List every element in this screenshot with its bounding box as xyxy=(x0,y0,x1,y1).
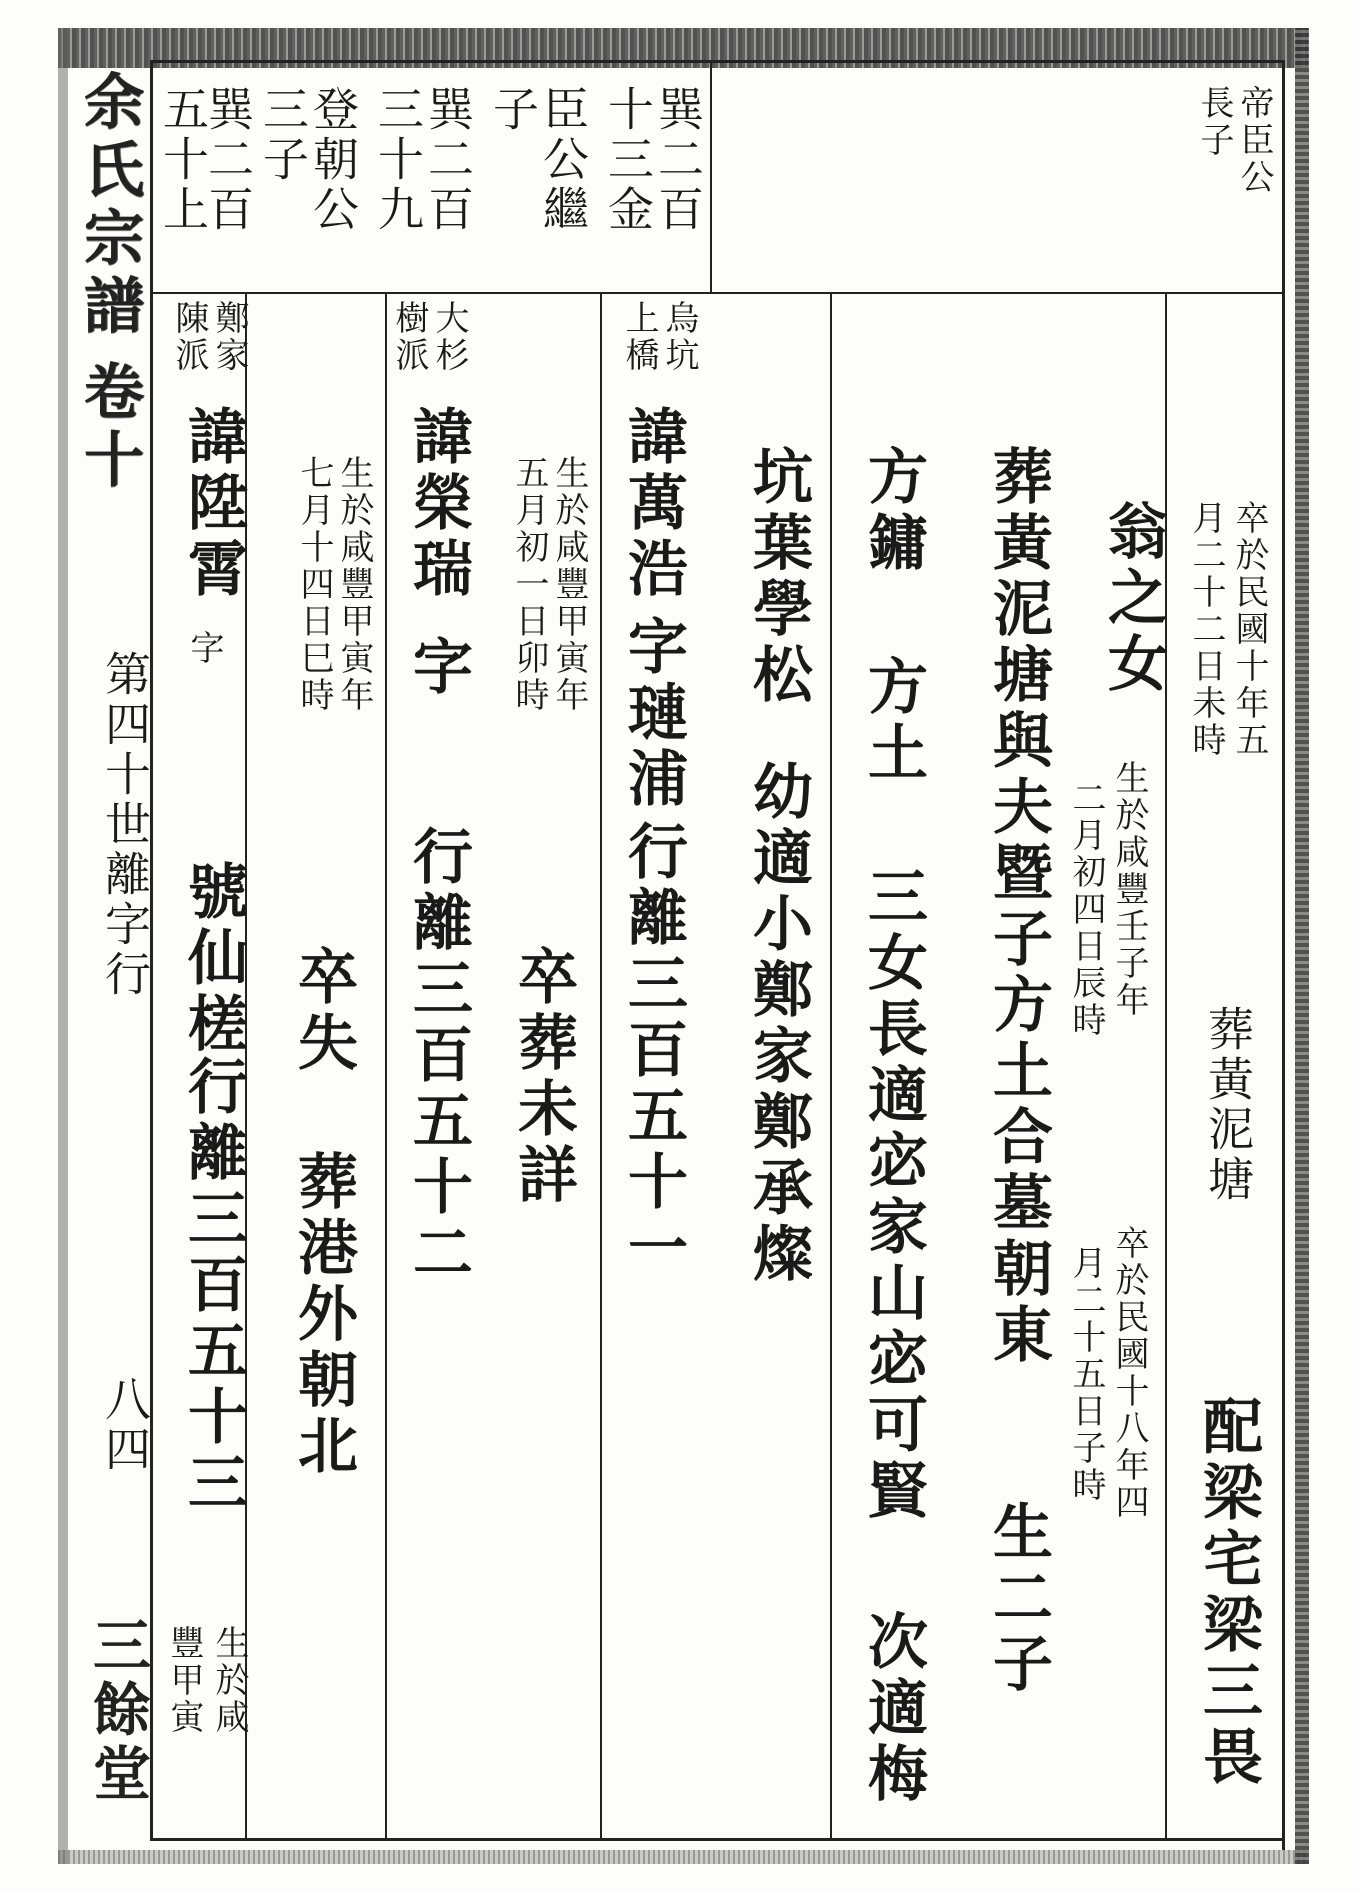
death-record: 卒於民國十年五 xyxy=(1229,500,1269,759)
bottom-border xyxy=(58,1850,1308,1864)
art-name: 號仙槎 xyxy=(178,860,248,1058)
spouse-record: 配梁宅梁三畏 xyxy=(1193,1395,1263,1791)
rank-record: 行離三百五十一 xyxy=(618,820,688,1282)
birth-record: 七月十四日巳時 xyxy=(294,455,334,714)
origin-label: 烏坑 xyxy=(659,300,699,374)
rank-record: 行離三百五十二 xyxy=(403,825,473,1287)
register-rule xyxy=(150,292,1285,294)
son-name: 方土 xyxy=(858,655,928,787)
courtesy-name: 字璉浦 xyxy=(618,615,688,813)
upper-col: 巽二百 xyxy=(201,85,255,235)
person-name: 諱萬浩 xyxy=(618,405,688,603)
hall-name: 三餘堂 xyxy=(83,1615,151,1807)
upper-col: 巽二百 xyxy=(651,85,705,235)
book-title: 余氏宗譜 xyxy=(74,70,144,342)
origin-label: 上橋 xyxy=(619,300,659,374)
birth-record: 生於咸豐甲寅年 xyxy=(334,455,374,714)
birth-record: 豐甲寅 xyxy=(164,1625,204,1736)
person-name: 諱榮瑞 xyxy=(403,405,473,603)
origin-label: 樹派 xyxy=(389,300,429,374)
inner-top-rule xyxy=(150,60,1285,63)
upper-col: 子 xyxy=(486,85,540,135)
inner-right-rule xyxy=(1282,60,1285,1850)
origin-label: 大杉 xyxy=(429,300,469,374)
joint-burial: 葬黃泥塘與夫暨子方土合墓朝東 xyxy=(983,445,1053,1369)
birth-record: 生於咸 xyxy=(209,1625,249,1736)
death-record: 月二十二日未時 xyxy=(1186,500,1226,759)
wife-death: 卒於民國十八年四 xyxy=(1109,1225,1149,1521)
upper-col: 帝臣公 xyxy=(1234,85,1274,196)
origin-label: 鄭家 xyxy=(209,300,249,374)
death-record: 卒失 xyxy=(288,945,358,1077)
son-name: 方鏞 xyxy=(858,445,928,577)
rank-record: 行離三百五十三 xyxy=(178,1055,248,1517)
wife-birth: 生於咸豐壬子年 xyxy=(1109,760,1149,1019)
upper-col: 長子 xyxy=(1194,85,1234,159)
death-record: 卒葬未詳 xyxy=(508,945,578,1209)
wife-birth: 二月初四日辰時 xyxy=(1066,780,1106,1039)
burial-record: 葬港外朝北 xyxy=(288,1150,358,1480)
upper-col: 十三金 xyxy=(601,85,655,235)
right-border xyxy=(1295,28,1309,1864)
upper-col: 登朝公 xyxy=(306,85,360,235)
burial-record: 葬黃泥塘 xyxy=(1201,1005,1255,1205)
generation-label: 第四十世離字行 xyxy=(98,650,152,1000)
wife-name: 翁之女 xyxy=(1098,500,1168,698)
column-rule xyxy=(385,292,387,1838)
column-rule xyxy=(600,292,602,1838)
daughters-record: 坑葉學松 xyxy=(743,445,813,709)
volume-label: 卷十 xyxy=(74,360,144,496)
upper-col: 三子 xyxy=(256,85,310,185)
daughters-record: 次適梅 xyxy=(858,1610,928,1808)
courtesy-name: 字 xyxy=(184,630,224,667)
inner-bottom-rule xyxy=(150,1838,1285,1841)
upper-col: 五十上 xyxy=(156,85,210,235)
person-name: 諱陞霄 xyxy=(178,405,248,603)
children-count: 生二子 xyxy=(983,1500,1053,1698)
wife-death: 月二十五日子時 xyxy=(1066,1245,1106,1504)
courtesy-name: 字 xyxy=(403,635,473,701)
birth-record: 生於咸豐甲寅年 xyxy=(549,455,589,714)
upper-col: 三十九 xyxy=(371,85,425,235)
page-number: 八四 xyxy=(98,1375,152,1475)
origin-label: 陳派 xyxy=(169,300,209,374)
upper-col: 巽二百 xyxy=(421,85,475,235)
birth-record: 五月初一日卯時 xyxy=(509,455,549,714)
upper-col: 臣公繼 xyxy=(536,85,590,235)
daughters-record: 三女長適宓家山宓可賢 xyxy=(858,865,928,1525)
daughters-record: 幼適小鄭家鄭承燦 xyxy=(743,760,813,1288)
column-rule xyxy=(830,292,832,1838)
